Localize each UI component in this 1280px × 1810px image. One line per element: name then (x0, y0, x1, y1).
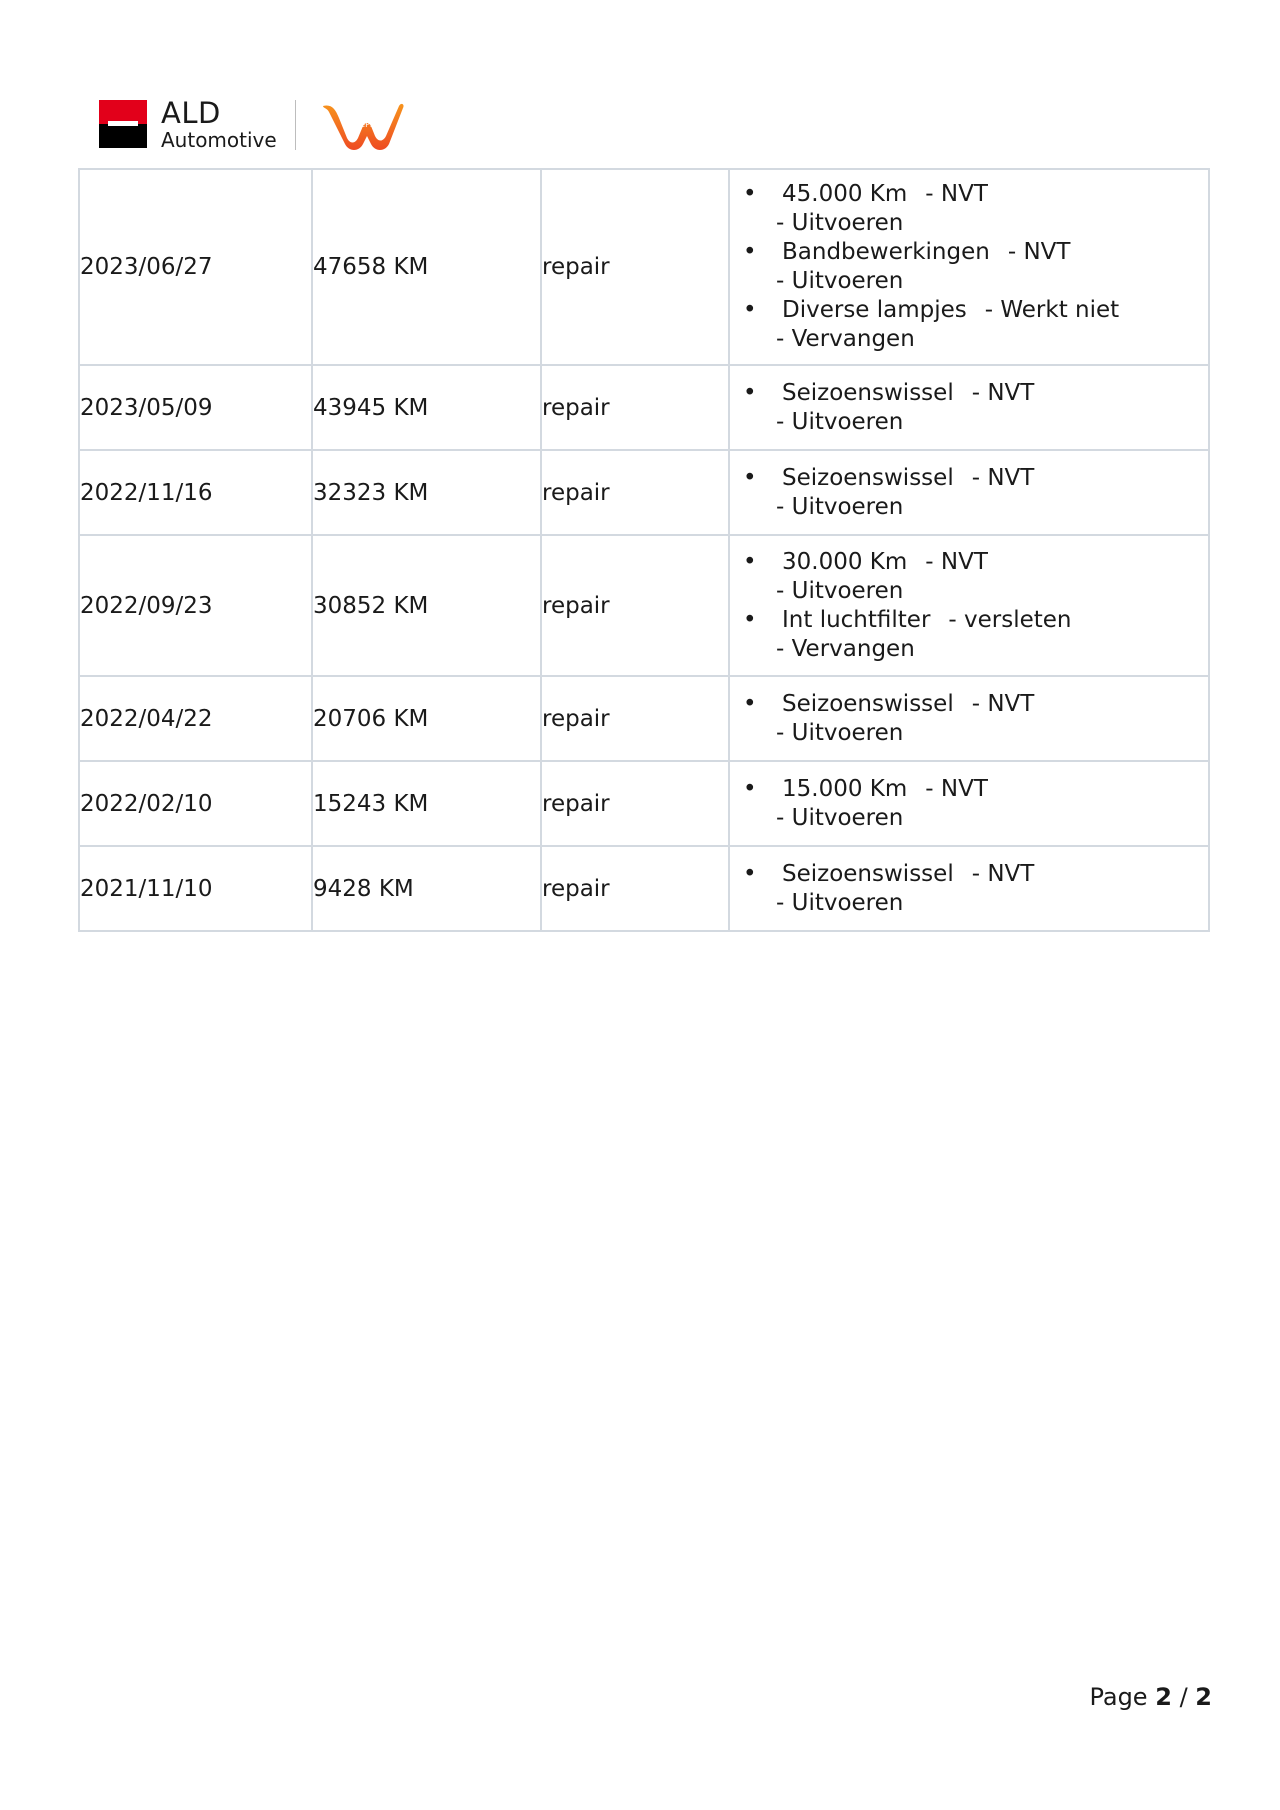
task-item (730, 690, 1208, 748)
odometer-reading: 32323 KM (312, 450, 541, 535)
bullet-icon: • (743, 297, 757, 323)
task-line (782, 379, 1208, 408)
task-action: - Uitvoeren (776, 804, 904, 831)
task-action: - Vervangen (776, 635, 915, 662)
service-date: 2023/05/09 (79, 365, 312, 450)
task-item-name: Seizoenswissel (782, 690, 954, 717)
task-item-name: 45.000 Km (782, 181, 908, 207)
table-row (79, 846, 1209, 931)
task-line (782, 548, 1208, 577)
task-item (730, 379, 1208, 437)
task-list (729, 535, 1209, 676)
task-status: - NVT (971, 464, 1035, 491)
task-line (782, 860, 1208, 889)
task-item-name: Int luchtfilter (782, 606, 931, 633)
odometer-reading: 30852 KM (312, 535, 541, 676)
task-action: - Uitvoeren (776, 577, 904, 604)
ald-logo-mark (99, 100, 147, 148)
leaseplan-logo (317, 98, 407, 152)
service-type: repair (541, 365, 729, 450)
bullet-icon: • (743, 239, 757, 265)
ald-brand-name: ALD (161, 96, 221, 130)
page-number (1089, 1683, 1212, 1711)
task-item (730, 464, 1208, 522)
service-date: 2022/09/23 (79, 535, 312, 676)
task-status: - NVT (971, 860, 1035, 887)
task-item (730, 296, 1208, 354)
task-list (729, 846, 1209, 931)
logo-separator (295, 100, 296, 150)
task-line (782, 606, 1208, 635)
service-date: 2022/02/10 (79, 761, 312, 846)
table-row (79, 761, 1209, 846)
service-type: repair (541, 846, 729, 931)
bullet-icon: • (743, 606, 757, 633)
service-date: 2023/06/27 (79, 169, 312, 365)
task-list (729, 450, 1209, 535)
table-row (79, 169, 1209, 365)
service-date: 2022/04/22 (79, 676, 312, 761)
task-item-name: 30.000 Km (782, 548, 908, 575)
task-item-name: Diverse lampjes (782, 297, 967, 323)
task-action: - Uitvoeren (776, 493, 904, 520)
odometer-reading: 47658 KM (312, 169, 541, 365)
task-line (782, 464, 1208, 493)
task-item-name: Seizoenswissel (782, 379, 954, 406)
task-item (730, 548, 1208, 606)
task-status: - NVT (1007, 239, 1071, 265)
task-item-name: 15.000 Km (782, 775, 908, 802)
service-date: 2021/11/10 (79, 846, 312, 931)
service-type: repair (541, 535, 729, 676)
task-item (730, 606, 1208, 664)
odometer-reading: 9428 KM (312, 846, 541, 931)
task-item (730, 860, 1208, 918)
task-action: - Uitvoeren (776, 268, 904, 294)
bullet-icon: • (743, 181, 757, 207)
task-status: - NVT (925, 548, 988, 575)
task-action: - Uitvoeren (776, 889, 904, 916)
table-row (79, 676, 1209, 761)
odometer-reading: 43945 KM (312, 365, 541, 450)
task-action: - Uitvoeren (776, 719, 904, 746)
page-current: 2 (1155, 1683, 1172, 1711)
leaseplan-logo-text: LeasePlan (341, 120, 383, 129)
task-line (782, 690, 1208, 719)
task-status: - NVT (925, 181, 988, 207)
task-item-name: Bandbewerkingen (782, 239, 990, 265)
service-type: repair (541, 450, 729, 535)
task-status: - versleten (948, 606, 1072, 633)
task-item (730, 238, 1208, 296)
page-label: Page (1089, 1683, 1148, 1711)
task-action: - Uitvoeren (776, 210, 904, 236)
ald-brand-sub: Automotive (161, 128, 277, 152)
task-item-name: Seizoenswissel (782, 860, 954, 887)
task-item (730, 180, 1208, 238)
task-status: - Werkt niet (984, 297, 1120, 323)
task-list (729, 761, 1209, 846)
bullet-icon: • (743, 690, 757, 717)
bullet-icon: • (743, 379, 757, 406)
task-line (782, 775, 1208, 804)
service-date: 2022/11/16 (79, 450, 312, 535)
table-row (79, 535, 1209, 676)
bullet-icon: • (743, 548, 757, 575)
task-line (782, 296, 1208, 325)
page-total: 2 (1195, 1683, 1212, 1711)
service-type: repair (541, 169, 729, 365)
table-row (79, 450, 1209, 535)
task-list (729, 169, 1209, 365)
bullet-icon: • (743, 860, 757, 887)
bullet-icon: • (743, 464, 757, 491)
bullet-icon: • (743, 775, 757, 802)
service-type: repair (541, 676, 729, 761)
task-line (782, 180, 1208, 209)
task-status: - NVT (971, 690, 1035, 717)
service-history-table (78, 168, 1210, 932)
page-separator: / (1179, 1683, 1188, 1711)
odometer-reading: 15243 KM (312, 761, 541, 846)
task-line (782, 238, 1208, 267)
task-list (729, 365, 1209, 450)
task-item-name: Seizoenswissel (782, 464, 954, 491)
task-item (730, 775, 1208, 833)
task-action: - Uitvoeren (776, 408, 904, 435)
document-header (99, 98, 439, 152)
task-status: - NVT (971, 379, 1035, 406)
table-row (79, 365, 1209, 450)
task-action: - Vervangen (776, 326, 915, 352)
service-type: repair (541, 761, 729, 846)
odometer-reading: 20706 KM (312, 676, 541, 761)
task-list (729, 676, 1209, 761)
task-status: - NVT (925, 775, 988, 802)
